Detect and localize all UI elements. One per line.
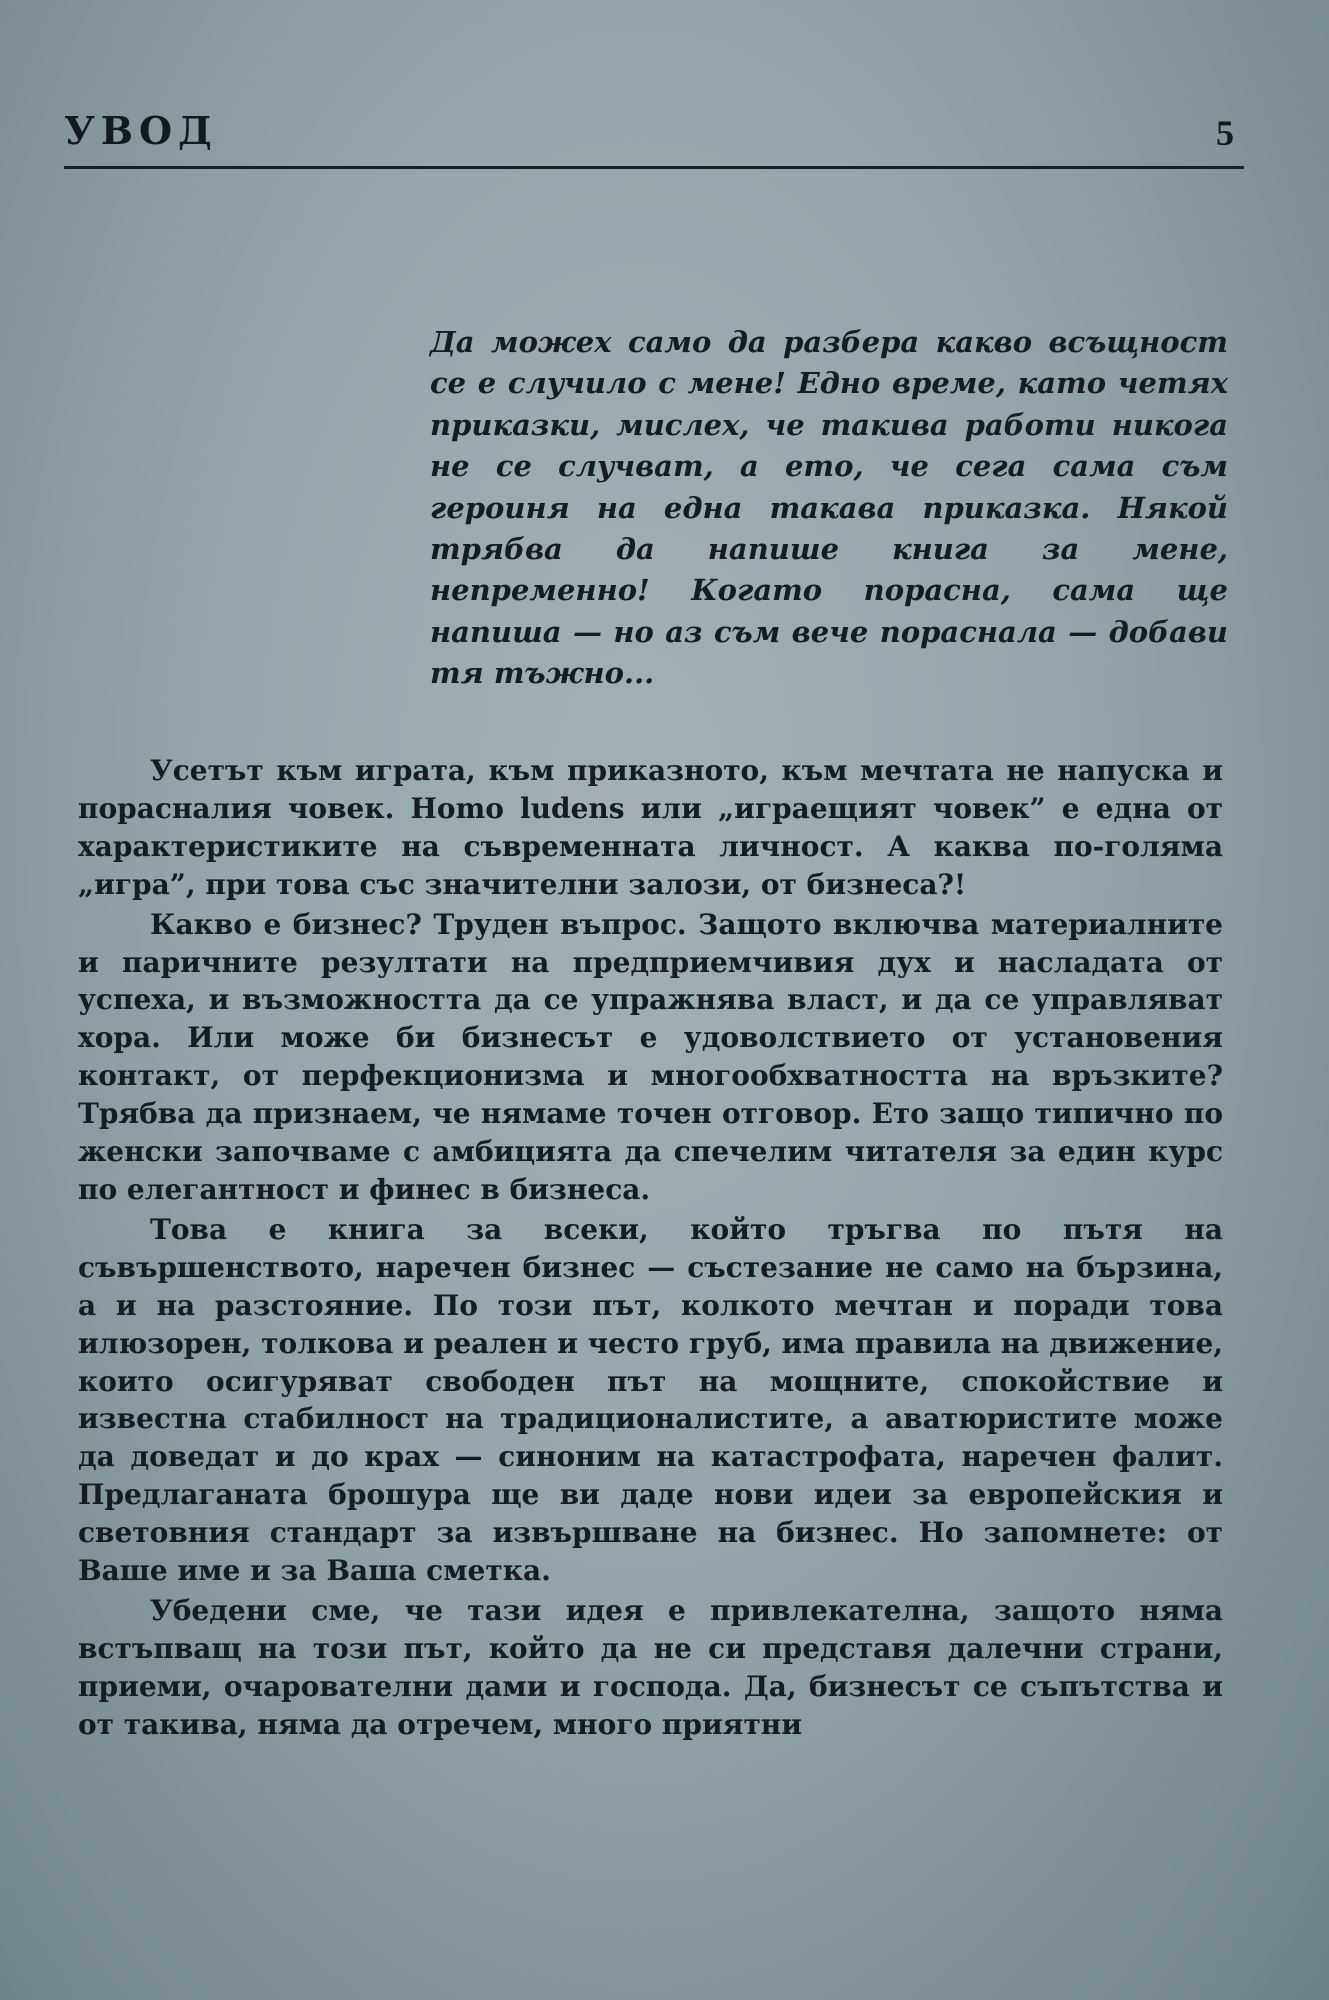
running-header	[64, 100, 1244, 172]
body-paragraph: Какво е бизнес? Труден въпрос. Защото включва материалните и паричните резултати на предприемчивия дух и насладата от успеха, и възможността да се упражнява власт, и да се управляват хора. Или може би бизнесът е удоволствието от установения контакт, от перфекционизма и многообхватността на връзките? Трябва да признаем, че нямаме точен отговор. Ето защо типично по женски започваме с амбицията да спечелим читателя за един курс по елегантност и финес в бизнеса.	[78, 907, 1223, 1206]
body-paragraph: Убедени сме, че тази идея е привлекателна, защото няма встъпващ на този път, който да не си представя далечни страни, приеми, очарователни дами и господа. Да, бизнесът се съпътства и от такива, няма да отречем, много приятни	[78, 1593, 1223, 1741]
epigraph: Да можех само да разбера какво всъщност се е случило с мене! Едно време, като четях приказки, мислех, че такива работи никога не се случват, а ето, че сега сама съм героиня на една такава приказка. Някой трябва да напише книга за мене, непременно! Когато порасна, сама ще напиша — но аз съм вече пораснала — добави тя тъжно...	[430, 325, 1228, 691]
page-number: 5	[1216, 113, 1234, 153]
body-paragraph: Това е книга за всеки, който тръгва по пътя на съвършенството, наречен бизнес — състезание не само на бързина, а и на разстояние. По този път, колкото мечтан и поради това илюзорен, толкова и реален и често груб, има правила на движение, които осигуряват свободен път на мощните, спокойствие и известна стабилност на традиционалистите, а аватюристите може да доведат и до крах — синоним на катастрофата, наречен фалит. Предлаганата брошура ще ви даде нови идеи за европейския и световния стандарт за извършване на бизнес. Но запомнете: от Ваше име и за Ваша сметка.	[78, 1212, 1223, 1588]
body-paragraph: Усетът към играта, към приказното, към мечтата не напуска и порасналия човек. Homo ludens или „играещият човек” е една от характеристиките на съвременната личност. А каква по-голяма „игра”, при това със значителни залози, от бизнеса?!	[78, 754, 1223, 901]
header-rule	[64, 166, 1244, 169]
body-text	[78, 752, 1223, 1744]
chapter-title: УВОД	[64, 108, 218, 153]
